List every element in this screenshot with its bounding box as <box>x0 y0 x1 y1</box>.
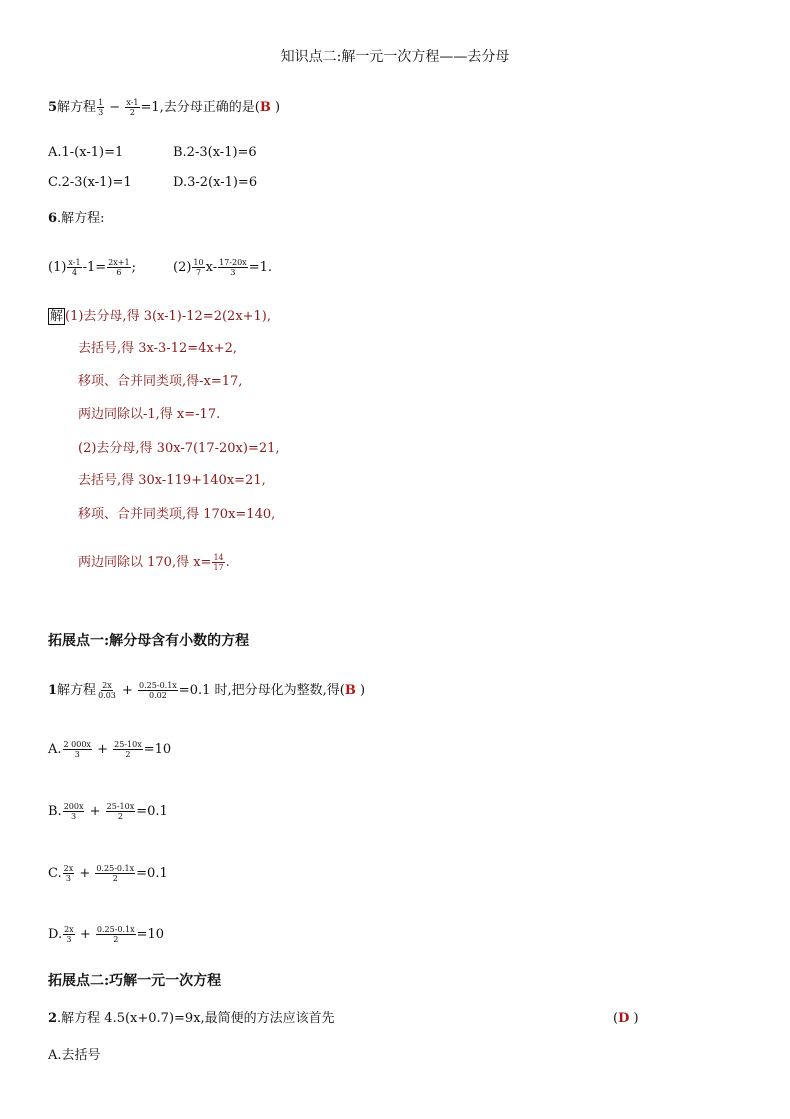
solution-line-8 <box>78 553 230 572</box>
fraction: $\frac{2x}{3}$ <box>63 864 74 883</box>
paren-close: ) <box>270 100 281 115</box>
solution-line-4: 两边同除以-1,得 x=-17. <box>78 407 221 422</box>
option-c: C.2-3(x-1)=1 <box>48 175 132 190</box>
ext-question-1 <box>48 681 365 700</box>
question-prefix: .解方程: <box>57 211 105 226</box>
ext-option-c: C. $\frac{2x}{3}$ + $\frac{0.25-0.1x}{2}$ =0.1 <box>48 864 168 883</box>
fraction: $\frac{x-1}{2}$ <box>126 98 139 117</box>
ext-option-d: D. $\frac{2x}{3}$ + $\frac{0.25-0.1x}{2}$ =10 <box>48 925 165 944</box>
question-number: 1 <box>48 683 58 698</box>
solution-label: 解 <box>50 309 64 324</box>
fraction: $\frac{17-20x}{3}$ <box>219 258 247 277</box>
page-title: 知识点二:解一元一次方程——去分母 <box>280 49 510 65</box>
option-b: B.2-3(x-1)=6 <box>173 145 257 160</box>
equation-2 <box>173 258 272 277</box>
answer: B <box>259 100 271 115</box>
plus-sign: + <box>117 683 138 698</box>
fraction: $\frac{0.25-0.1x}{0.02}$ <box>139 681 177 700</box>
fraction: $\frac{25-10x}{2}$ <box>106 802 135 821</box>
fraction: $\frac{1}{3}$ <box>98 98 104 117</box>
question-5 <box>48 98 280 117</box>
solution-line-1 <box>48 308 271 326</box>
question-number: 6 <box>48 211 58 226</box>
question-prefix: 解方程 <box>57 100 97 115</box>
solution-line-3: 移项、合并同类项,得-x=17, <box>78 374 243 389</box>
question-suffix: =1,去分母正确的是( <box>140 100 260 115</box>
solution-end: . <box>225 555 230 570</box>
question-suffix: =0.1 时,把分母化为整数,得( <box>178 683 345 698</box>
equation-1 <box>48 258 136 277</box>
fraction: $\frac{25-10x}{2}$ <box>114 740 142 759</box>
solution-text: (1)去分母,得 3(x-1)-12=2(2x+1), <box>65 309 272 324</box>
fraction: $\frac{0.25-0.1x}{2}$ <box>96 864 135 883</box>
fraction: $\frac{x-1}{4}$ <box>68 258 81 277</box>
part-label: (2) <box>173 260 192 275</box>
answer: D <box>618 1011 630 1026</box>
answer: B <box>344 683 356 698</box>
question-number: 2 <box>48 1011 58 1026</box>
ext-option-b: B. $\frac{200x}{3}$ + $\frac{25-10x}{2}$ =0.1 <box>48 802 168 821</box>
fraction: $\frac{0.25-0.1x}{2}$ <box>96 925 135 944</box>
ext2-question-2 <box>48 1010 335 1028</box>
question-number: 5 <box>48 100 58 115</box>
question-prefix: 解方程 <box>57 683 97 698</box>
fraction: $\frac{14}{17}$ <box>213 553 224 572</box>
minus-sign: − <box>105 100 125 115</box>
solution-line-6: 去括号,得 30x-119+140x=21, <box>78 473 266 488</box>
fraction: $\frac{200x}{3}$ <box>63 802 84 821</box>
solution-line-2: 去括号,得 3x-3-12=4x+2, <box>78 341 238 356</box>
question-text: .解方程 4.5(x+0.7)=9x,最简便的方法应该首先 <box>57 1011 335 1026</box>
fraction: $\frac{2x}{0.03}$ <box>98 681 116 700</box>
section-heading-1: 拓展点一:解分母含有小数的方程 <box>48 633 250 649</box>
equation-end: ; <box>131 260 136 275</box>
paren-close: ) <box>355 683 366 698</box>
solution-line-5: (2)去分母,得 30x-7(17-20x)=21, <box>78 441 280 456</box>
question-6 <box>48 210 105 228</box>
section-heading-2: 拓展点二:巧解一元一次方程 <box>48 973 222 989</box>
equation-text: x- <box>205 260 218 275</box>
option-a: A.1-(x-1)=1 <box>48 145 124 160</box>
equation-text: -1= <box>82 260 107 275</box>
fraction: $\frac{2x+1}{6}$ <box>108 258 130 277</box>
solution-text: 两边同除以 170,得 x= <box>78 555 212 570</box>
ext2-answer: (D ) <box>613 1011 639 1026</box>
fraction: $\frac{10}{7}$ <box>193 258 204 277</box>
equation-end: =1. <box>248 260 272 275</box>
solution-line-7: 移项、合并同类项,得 170x=140, <box>78 507 276 522</box>
fraction: $\frac{2x}{3}$ <box>64 925 74 944</box>
ext-option-a: A. $\frac{2 000x}{3}$ + $\frac{25-10x}{2}$ =10 <box>48 740 172 759</box>
part-label: (1) <box>48 260 67 275</box>
option-d: D.3-2(x-1)=6 <box>173 175 258 190</box>
fraction: $\frac{2 000x}{3}$ <box>63 740 91 759</box>
ext2-option-a: A.去括号 <box>48 1048 101 1063</box>
